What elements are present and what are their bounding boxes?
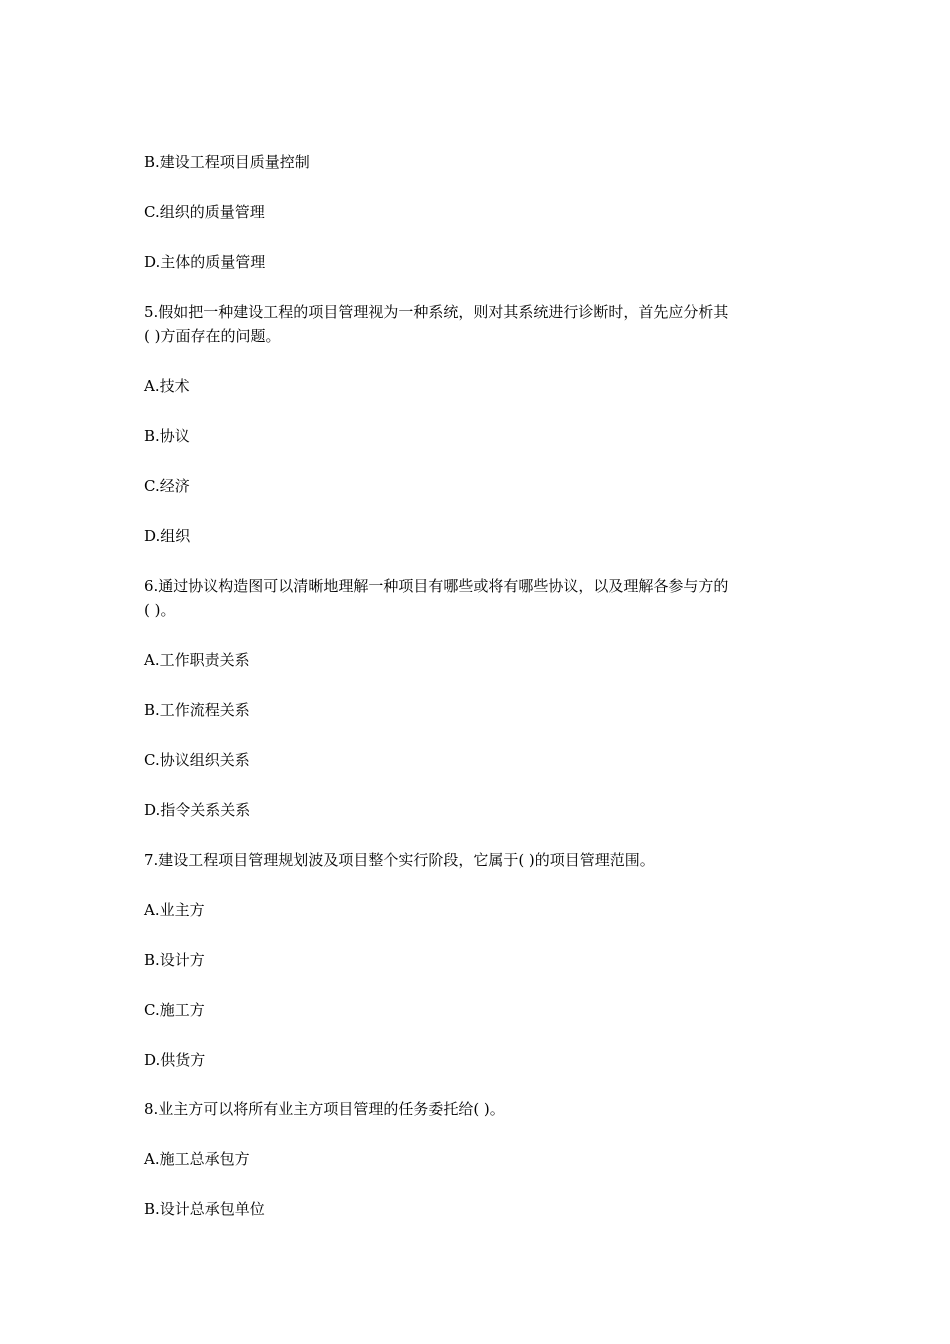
option-7a: A.业主方: [144, 901, 205, 919]
option-6a: A.工作职责关系: [144, 651, 250, 669]
option-7b: B.设计方: [144, 951, 205, 969]
option-6b: B.工作流程关系: [144, 701, 250, 719]
option-5d: D.组织: [144, 527, 191, 545]
option-5b: B.协议: [144, 427, 190, 445]
option-6c: C.协议组织关系: [144, 751, 250, 769]
question-7: 7.建设工程项目管理规划波及项目整个实行阶段，它属于( )的项目管理范围。: [144, 851, 655, 869]
option-5c: C.经济: [144, 477, 190, 495]
question-5-line-1: 5.假如把一种建设工程的项目管理视为一种系统，则对其系统进行诊断时，首先应分析其: [144, 303, 729, 321]
question-5-line-2: ( )方面存在的问题。: [144, 327, 281, 345]
option-7d: D.供货方: [144, 1051, 206, 1069]
question-6-line-1: 6.通过协议构造图可以清晰地理解一种项目有哪些或将有哪些协议，以及理解各参与方的: [144, 577, 729, 595]
option-5a: A.技术: [144, 377, 190, 395]
option-4c: C.组织的质量管理: [144, 203, 265, 221]
option-4d: D.主体的质量管理: [144, 253, 266, 271]
option-7c: C.施工方: [144, 1001, 205, 1019]
question-8: 8.业主方可以将所有业主方项目管理的任务委托给( )。: [144, 1100, 505, 1118]
option-8b: B.设计总承包单位: [144, 1200, 265, 1218]
question-6-line-2: ( )。: [144, 601, 176, 619]
option-6d: D.指令关系关系: [144, 801, 251, 819]
option-4b: B.建设工程项目质量控制: [144, 153, 310, 171]
option-8a: A.施工总承包方: [144, 1150, 250, 1168]
